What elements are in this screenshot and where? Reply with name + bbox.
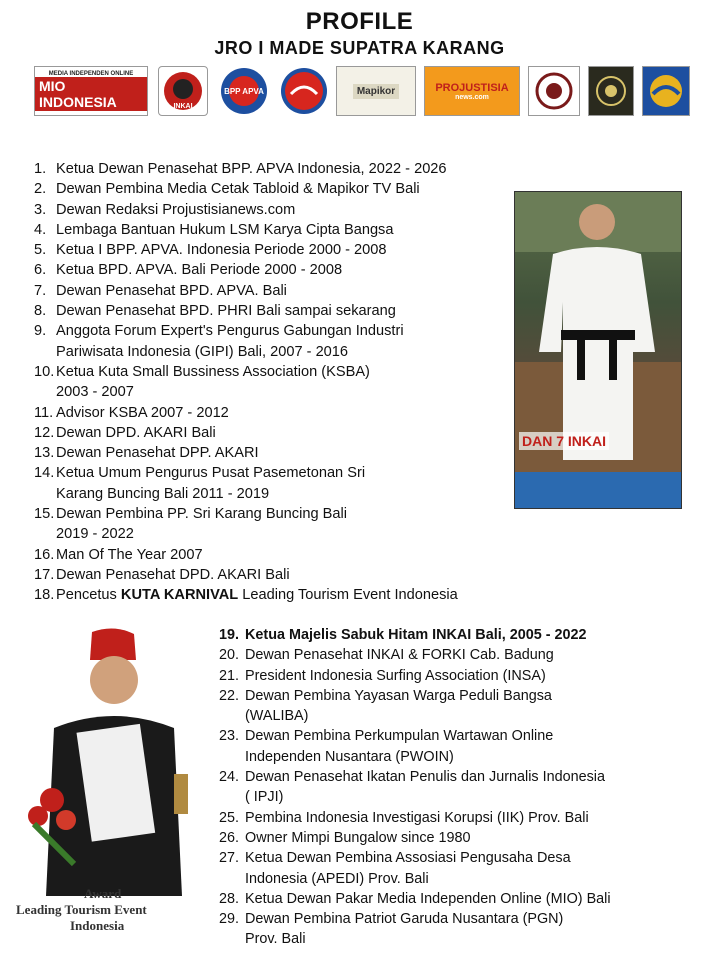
svg-text:BPP APVA: BPP APVA [224, 87, 264, 96]
item-number: 26. [219, 829, 240, 846]
item-number: 6. [34, 262, 47, 279]
item-text-continued: (WALIBA) [245, 708, 309, 725]
item-number: 15. [34, 506, 55, 523]
lsm-emblem-icon [534, 71, 574, 111]
item-text-continued: Prov. Bali [245, 931, 306, 948]
item-text-continued: Pariwisata Indonesia (GIPI) Bali, 2007 - 2016 [56, 343, 349, 360]
list-item [34, 301, 458, 321]
svg-text:INKAI: INKAI [173, 103, 193, 110]
item-text: Ketua I BPP. APVA. Indonesia Periode 2000 - 2008 [56, 242, 387, 259]
bpp-apva-logo [218, 66, 270, 116]
item-text: Dewan Penasehat INKAI & FORKI Cab. Badung [245, 647, 554, 664]
item-text: Dewan DPD. AKARI Bali [56, 424, 216, 441]
apva-emblem-icon [219, 66, 269, 116]
list-item [34, 220, 458, 240]
karate-figure-illustration [515, 192, 681, 508]
item-text-continued: Independen Nusantara (PWOIN) [245, 748, 454, 765]
item-number: 17. [34, 566, 55, 583]
item-text: Man Of The Year 2007 [56, 546, 203, 563]
item-number: 24. [219, 769, 240, 786]
mio-indonesia-logo [34, 66, 148, 116]
item-text: Ketua Dewan Penasehat BPP. APVA Indonesia, 2022 - 2026 [56, 161, 447, 177]
sri-karang-logo [588, 66, 634, 116]
item-text: Dewan Penasehat BPD. PHRI Bali sampai sekarang [56, 303, 396, 320]
item-number: 23. [219, 728, 240, 745]
item-number: 22. [219, 687, 240, 704]
list-item [34, 200, 458, 220]
item-text: Ketua Umum Pengurus Pusat Pasemetonan Sri [56, 465, 366, 482]
item-text: Ketua Dewan Pakar Media Independen Online (MIO) Bali [245, 890, 611, 907]
item-text: Ketua Majelis Sabuk Hitam INKAI Bali, 2005 - 2022 [245, 627, 587, 643]
list-item [34, 403, 458, 423]
award-caption-line2: Leading Tourism Event [16, 902, 147, 917]
item-text-continued: 2003 - 2007 [56, 384, 134, 401]
mio-small-text: MEDIA INDEPENDEN ONLINE [48, 71, 134, 77]
list-item [34, 463, 458, 504]
item-text: Dewan Penasehat Ikatan Penulis dan Jurnalis Indonesia [245, 769, 606, 786]
item-number: 18. [34, 587, 55, 604]
item-text: Dewan Penasehat BPD. APVA. Bali [56, 282, 287, 299]
item-number: 21. [219, 667, 240, 684]
item-text: Ketua Dewan Pembina Assosiasi Pengusaha Desa [245, 850, 571, 867]
item-text: Ketua Kuta Small Bussiness Association (KSBA) [56, 363, 370, 380]
sri-karang-emblem-icon [593, 73, 629, 109]
award-caption-line1: Award [84, 886, 122, 901]
item-number: 8. [34, 303, 47, 320]
item-number: 16. [34, 546, 55, 563]
item-number: 28. [219, 890, 240, 907]
list-item [34, 565, 458, 585]
page-subtitle: JRO I MADE SUPATRA KARANG [214, 38, 505, 58]
red-circle-emblem-icon [279, 66, 329, 116]
list-item [34, 585, 458, 605]
list-item [34, 281, 458, 301]
red-emblem-logo [278, 66, 330, 116]
logo-strip [34, 66, 694, 120]
item-number: 13. [34, 445, 55, 462]
item-text: President Indonesia Surfing Association (INSA) [245, 667, 546, 684]
karate-photo [514, 191, 682, 509]
list-item [219, 909, 611, 950]
item-text: Owner Mimpi Bungalow since 1980 [245, 829, 471, 846]
list-item [34, 443, 458, 463]
item-number: 3. [34, 201, 47, 218]
lsm-karya-cipta-bangsa-logo [528, 66, 580, 116]
mio-main-text: MIO INDONESIA [35, 77, 147, 111]
list-item [219, 625, 611, 645]
award-photo [14, 624, 202, 952]
item-number: 10. [34, 363, 55, 380]
item-text: Dewan Pembina Yayasan Warga Peduli Bangsa [245, 687, 552, 704]
list-item [219, 808, 611, 828]
list-item [34, 362, 458, 403]
dan-7-inkai-caption: DAN 7 INKAI [519, 432, 609, 450]
item-number: 11. [34, 404, 54, 421]
kuta-karnival-bold: KUTA KARNIVAL [120, 587, 239, 604]
page-title: PROFILE [305, 8, 414, 35]
projustisia-text: PROJUSTISIA [435, 81, 509, 94]
projustisia-logo [424, 66, 520, 116]
list-item [219, 686, 611, 727]
item-text: Dewan Pembina Perkumpulan Wartawan Online [245, 728, 554, 745]
item-number: 2. [34, 181, 47, 198]
item-text: Dewan Pembina Patriot Garuda Nusantara (PGN) [245, 911, 564, 928]
item-number: 5. [34, 242, 47, 259]
list-item [34, 159, 458, 179]
item-text: Dewan Penasehat DPP. AKARI [56, 445, 259, 462]
list-item [34, 260, 458, 280]
list-item [219, 726, 611, 767]
item-number: 9. [34, 323, 47, 340]
item-text: Pembina Indonesia Investigasi Korupsi (IIK) Prov. Bali [245, 809, 589, 826]
item-text-continued: ( IPJI) [245, 789, 284, 806]
item-text: Ketua BPD. APVA. Bali Periode 2000 - 2008 [56, 262, 343, 279]
item-number: 19. [219, 627, 240, 643]
item-number: 27. [219, 850, 240, 867]
item-number: 7. [34, 282, 47, 299]
item-text-continued: 2019 - 2022 [56, 526, 134, 543]
list-item [219, 848, 611, 889]
positions-list-2 [219, 625, 611, 950]
award-caption-line3: Indonesia [70, 918, 125, 933]
item-number: 25. [219, 809, 240, 826]
item-number: 12. [34, 424, 55, 441]
item-text-after: Leading Tourism Event Indonesia [238, 587, 458, 604]
mapikor-logo [336, 66, 416, 116]
item-text: Pencetus [56, 587, 121, 604]
list-item [34, 321, 458, 362]
insa-logo [642, 66, 690, 116]
item-text-continued: Karang Buncing Bali 2011 - 2019 [56, 485, 270, 502]
item-text: Anggota Forum Expert's Pengurus Gabungan Industri [56, 323, 404, 340]
list-item [219, 645, 611, 665]
list-item [34, 179, 458, 199]
item-text: Dewan Penasehat DPD. AKARI Bali [56, 566, 290, 583]
projustisia-small-text: news.com [455, 93, 489, 101]
list-item [219, 828, 611, 848]
item-text: Dewan Pembina PP. Sri Karang Buncing Bali [56, 506, 347, 523]
mapikor-text: Mapikor [353, 84, 399, 99]
inkai-logo [158, 66, 208, 116]
list-item [34, 423, 458, 443]
list-item [34, 504, 458, 545]
list-item [34, 240, 458, 260]
list-item [219, 666, 611, 686]
insa-emblem-icon [647, 72, 685, 110]
item-text-continued: Indonesia (APEDI) Prov. Bali [245, 870, 429, 887]
item-text: Dewan Redaksi Projustisianews.com [56, 201, 296, 218]
item-number: 14. [34, 465, 55, 482]
item-number: 4. [34, 221, 47, 238]
list-item [219, 889, 611, 909]
inkai-emblem-icon [162, 70, 204, 112]
item-text: Dewan Pembina Media Cetak Tabloid & Mapikor TV Bali [56, 181, 420, 198]
item-number: 29. [219, 911, 240, 928]
positions-list-1 [34, 159, 458, 606]
item-number: 1. [34, 161, 47, 177]
list-item [219, 767, 611, 808]
item-text: Lembaga Bantuan Hukum LSM Karya Cipta Bangsa [56, 221, 394, 238]
item-text: Advisor KSBA 2007 - 2012 [56, 404, 229, 421]
list-item [34, 545, 458, 565]
item-number: 20. [219, 647, 240, 664]
